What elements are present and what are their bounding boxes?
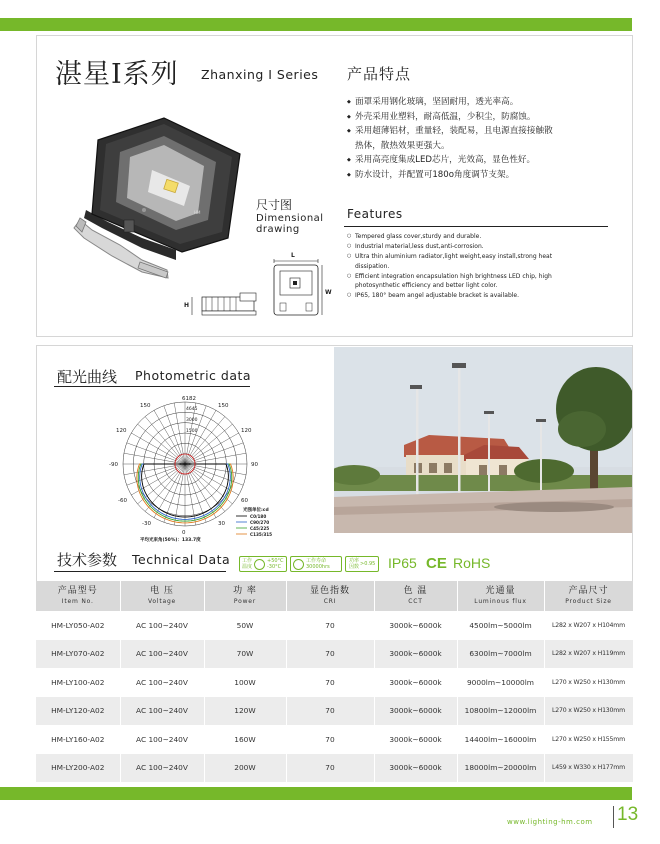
- label-l: L: [291, 252, 295, 259]
- feature-en-item: ○ Industrial material,less dust,anti-corrosion.: [347, 242, 587, 251]
- angle-label: 30: [218, 521, 225, 527]
- feature-en-item: ○ Efficient integration encapsulation high brightness LED chip, high photosynthetic efficiency and better light color.: [347, 272, 587, 290]
- label-h: H: [184, 302, 190, 309]
- angle-label: -60: [118, 498, 127, 504]
- series-title: 湛星Ⅰ系列: [55, 59, 179, 90]
- legend-title: 光强单位:cd: [243, 508, 269, 513]
- table-cell: 14400lm~16000lm: [457, 725, 544, 754]
- temp-low: -30°C: [267, 564, 282, 570]
- table-cell: 70W: [204, 640, 286, 669]
- features-cn-title: 产品特点: [347, 65, 412, 83]
- footer-divider: [613, 806, 614, 828]
- table-cell: HM-LY070-A02: [36, 640, 120, 669]
- table-cell: 3000k~6000k: [374, 611, 457, 640]
- table-cell: L459 x W330 x H177mm: [544, 754, 633, 783]
- ring-label: 4645: [186, 407, 198, 412]
- table-cell: HM-LY120-A02: [36, 697, 120, 726]
- power-factor-badge: [345, 556, 379, 572]
- col-header-cri: 显色指数 CRI: [286, 581, 374, 611]
- front-view: [274, 252, 332, 315]
- table-cell: 9000lm~10000lm: [457, 668, 544, 697]
- table-cell: 100W: [204, 668, 286, 697]
- label-w: W: [325, 289, 332, 296]
- table-cell: 3000k~6000k: [374, 640, 457, 669]
- table-cell: AC 100~240V: [120, 754, 204, 783]
- angle-label: -90: [109, 462, 118, 468]
- table-cell: HM-LY100-A02: [36, 668, 120, 697]
- dimensional-drawing: [180, 245, 340, 325]
- table-cell: 70: [286, 754, 374, 783]
- feature-cn-item: ◆ 外壳采用业塑料，耐高低温，少积尘，防腐蚀。: [347, 110, 607, 125]
- col-header-power: 功 率 Power: [204, 581, 286, 611]
- table-cell: 200W: [204, 754, 286, 783]
- angle-label: 90: [251, 462, 258, 468]
- side-view: [184, 293, 256, 315]
- angle-label: 120: [116, 428, 127, 434]
- angle-label: 0: [182, 530, 186, 536]
- tech-title-en: Technical Data: [132, 552, 231, 567]
- beam-angle-caption: 平均光束角(50%)：133.7度: [140, 538, 201, 542]
- features-cn-list: [347, 95, 607, 183]
- table-row: [36, 754, 633, 783]
- installation-scene-photo: [334, 347, 632, 533]
- feature-en-item: ○ IP65, 180° beam angel adjustable bracket is available.: [347, 291, 587, 300]
- feature-cn-item-cont: 热体，散热效果更强大。: [355, 140, 450, 151]
- feature-en-item: ○ Ultra thin aluminium radiator,light weight,easy install,strong heat dissipation.: [347, 252, 587, 270]
- thermometer-icon: [254, 559, 265, 570]
- angle-label: 150: [140, 403, 151, 409]
- feature-cn-item: ◆ 采用高亮度集成LED芯片，光效高，显色性好。: [347, 153, 607, 168]
- table-cell: 120W: [204, 697, 286, 726]
- legend-item: C135/315: [250, 532, 273, 537]
- photometric-title: 配光曲线: [57, 368, 118, 386]
- photometric-title-en: Photometric data: [135, 368, 252, 383]
- pf-value: >0.95: [360, 561, 376, 567]
- table-cell: 70: [286, 611, 374, 640]
- table-cell: L282 x W207 x H104mm: [544, 611, 633, 640]
- top-value-label: 6182: [182, 396, 196, 402]
- dimensional-title: 尺寸图: [256, 198, 293, 212]
- ring-label: 1500: [186, 429, 198, 434]
- ce-mark: CE: [426, 555, 447, 572]
- features-en-title: Features: [347, 207, 403, 221]
- tech-title: 技术参数: [57, 551, 118, 569]
- tech-divider: [54, 571, 226, 572]
- table-cell: 4500lm~5000lm: [457, 611, 544, 640]
- table-header-row: [36, 581, 633, 611]
- features-en-list: [347, 232, 587, 301]
- table-cell: 3000k~6000k: [374, 697, 457, 726]
- table-cell: 6300lm~7000lm: [457, 640, 544, 669]
- table-cell: 3000k~6000k: [374, 754, 457, 783]
- rohs-mark: RoHS: [453, 555, 491, 571]
- table-row: [36, 640, 633, 669]
- table-cell: AC 100~240V: [120, 697, 204, 726]
- table-cell: AC 100~240V: [120, 725, 204, 754]
- lifetime-value: 30000hrs: [306, 564, 330, 570]
- pf-label-2: 因数: [349, 564, 360, 570]
- table-cell: HM-LY050-A02: [36, 611, 120, 640]
- angle-label: 120: [241, 428, 252, 434]
- table-row: [36, 668, 633, 697]
- dimensional-title-en: Dimensional: [256, 213, 324, 224]
- temp-label-1: 工作: [242, 558, 253, 564]
- ip65-mark: IP65: [388, 555, 417, 571]
- top-accent-bar: [0, 18, 632, 31]
- temp-high: +50°C: [267, 558, 284, 564]
- table-cell: 50W: [204, 611, 286, 640]
- angle-label: -30: [142, 521, 151, 527]
- table-cell: L282 x W207 x H119mm: [544, 640, 633, 669]
- bottom-accent-bar: [0, 787, 632, 800]
- col-header-voltage: 电 压 Voltage: [120, 581, 204, 611]
- feature-cn-item: ◆ 采用超薄铝材，重量轻，装配易，且电源直接接触散: [347, 124, 607, 139]
- feature-cn-item: ◆ 防水设计，并配置可180o角度调节支架。: [347, 168, 607, 183]
- col-header-flux: 光通量 Luminous flux: [457, 581, 544, 611]
- table-cell: L270 x W250 x H155mm: [544, 725, 633, 754]
- table-cell: 70: [286, 668, 374, 697]
- feature-cn-item: ◆ 面罩采用钢化玻璃，坚固耐用，透光率高。: [347, 95, 607, 110]
- pf-label-1: 功率: [349, 558, 360, 564]
- table-cell: 160W: [204, 725, 286, 754]
- table-row: [36, 611, 633, 640]
- operating-temp-badge: [239, 556, 287, 572]
- legend-item: C45/225: [250, 526, 270, 531]
- table-cell: L270 x W250 x H130mm: [544, 668, 633, 697]
- table-row: [36, 697, 633, 726]
- lifetime-badge: [290, 556, 342, 572]
- photometric-polar-chart: [100, 392, 320, 542]
- svg-text:HM: HM: [194, 210, 201, 215]
- features-divider: [344, 226, 608, 227]
- feature-en-item: ○ Tempered glass cover,sturdy and durable.: [347, 232, 587, 241]
- clock-icon: [293, 559, 304, 570]
- lifetime-label: 工作寿命: [306, 558, 327, 564]
- col-header-cct: 色 温 CCT: [374, 581, 457, 611]
- table-cell: 3000k~6000k: [374, 725, 457, 754]
- table-row: [36, 725, 633, 754]
- ring-label: 3000: [186, 418, 198, 423]
- legend-item: C0/180: [250, 514, 267, 519]
- col-header-item: 产品型号 Item No.: [36, 581, 120, 611]
- table-cell: 18000lm~20000lm: [457, 754, 544, 783]
- website-link[interactable]: www.lighting-hm.com: [507, 818, 593, 826]
- table-cell: HM-LY160-A02: [36, 725, 120, 754]
- table-cell: AC 100~240V: [120, 668, 204, 697]
- spec-table: [36, 581, 634, 782]
- series-title-en: Zhanxing I Series: [201, 67, 319, 82]
- table-cell: AC 100~240V: [120, 611, 204, 640]
- table-cell: 10800lm~12000lm: [457, 697, 544, 726]
- angle-label: 60: [241, 498, 248, 504]
- table-cell: 70: [286, 697, 374, 726]
- temp-label-2: 温度: [242, 564, 253, 570]
- table-cell: 70: [286, 640, 374, 669]
- col-header-size: 产品尺寸 Product Size: [544, 581, 633, 611]
- table-cell: 70: [286, 725, 374, 754]
- page-number: 13: [617, 804, 639, 825]
- table-cell: AC 100~240V: [120, 640, 204, 669]
- dimensional-title-en-2: drawing: [256, 224, 300, 235]
- table-cell: HM-LY200-A02: [36, 754, 120, 783]
- table-cell: 3000k~6000k: [374, 668, 457, 697]
- table-cell: L270 x W250 x H130mm: [544, 697, 633, 726]
- angle-label: 150: [218, 403, 229, 409]
- photometric-divider: [54, 386, 250, 387]
- legend-item: C90/270: [250, 520, 270, 525]
